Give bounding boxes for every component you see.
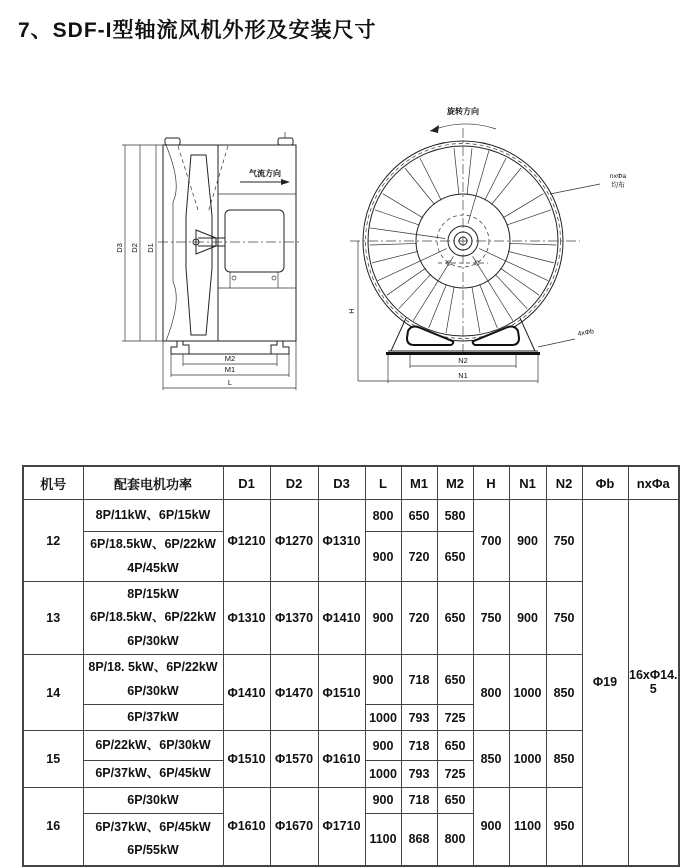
motor-power-cell — [83, 814, 223, 866]
col-header-n2: N2 — [546, 466, 582, 500]
d3-value: Φ1510 — [318, 655, 365, 731]
dim-label-d3: D3 — [115, 243, 124, 253]
machine-no: 13 — [23, 582, 83, 655]
dim-label-n2: N2 — [458, 356, 468, 365]
col-header-m2: M2 — [437, 466, 473, 500]
h-value: 700 — [473, 500, 509, 582]
lifting-lug-right — [278, 138, 293, 145]
d1-value: Φ1610 — [223, 787, 270, 865]
power-line: 6P/55kW — [127, 843, 179, 858]
d1-value: Φ1410 — [223, 655, 270, 731]
machine-no: 14 — [23, 655, 83, 731]
m2-value: 650 — [437, 582, 473, 655]
page-title: 7、SDF-I型轴流风机外形及安装尺寸 — [18, 19, 377, 42]
l-value: 1000 — [365, 761, 401, 787]
col-header-motor-power: 配套电机功率 — [83, 466, 223, 500]
d3-value: Φ1710 — [318, 787, 365, 865]
dim-label-l: L — [227, 378, 233, 387]
m2-value: 650 — [437, 655, 473, 705]
motor — [225, 210, 284, 272]
m1-value: 718 — [401, 731, 437, 761]
m1-value: 720 — [401, 582, 437, 655]
power-line: 6P/18.5kW、6P/22kW — [90, 537, 216, 552]
col-header-d3: D3 — [318, 466, 365, 500]
power-line: 6P/30kW — [127, 683, 179, 698]
d2-value: Φ1370 — [270, 582, 318, 655]
power-line: 6P/37kW、6P/45kW — [95, 766, 211, 781]
power-line: 8P/18. 5kW、6P/22kW — [88, 660, 218, 675]
n2-value: 950 — [546, 787, 582, 865]
inlet-collector — [166, 145, 176, 341]
dim-label-m2: M2 — [224, 354, 236, 363]
motor-power-cell — [83, 500, 223, 532]
col-header-n1: N1 — [509, 466, 546, 500]
dim-label-d2: D2 — [130, 243, 139, 253]
col-header-d2: D2 — [270, 466, 318, 500]
rotation-direction-label: 旋转方向 — [447, 107, 479, 116]
machine-no: 15 — [23, 731, 83, 787]
front-view-drawing — [347, 106, 626, 383]
d3-value: Φ1310 — [318, 500, 365, 582]
table-header-row — [23, 466, 679, 500]
d3-value: Φ1410 — [318, 582, 365, 655]
n1-value: 1000 — [509, 731, 546, 787]
m2-value: 725 — [437, 761, 473, 787]
h-value: 750 — [473, 582, 509, 655]
d3-value: Φ1610 — [318, 731, 365, 787]
base-holes-label: 4xΦb — [577, 328, 595, 338]
power-line: 8P/15kW — [127, 587, 179, 601]
power-line: 6P/22kW、6P/30kW — [95, 738, 211, 753]
n2-value: 850 — [546, 655, 582, 731]
motor-power-cell — [83, 655, 223, 705]
m1-value: 718 — [401, 787, 437, 813]
table-row — [23, 582, 679, 655]
rim-holes-label: nxΦa — [609, 173, 627, 180]
m2-value: 725 — [437, 704, 473, 730]
n2-value: 850 — [546, 731, 582, 787]
m1-value: 720 — [401, 532, 437, 582]
power-line: 6P/30kW — [127, 633, 179, 648]
h-value: 900 — [473, 787, 509, 865]
motor-power-cell — [83, 704, 223, 730]
d1-value: Φ1310 — [223, 582, 270, 655]
dim-label-d1: D1 — [146, 243, 155, 253]
motor-power-cell — [83, 582, 223, 655]
power-line: 6P/18.5kW、6P/22kW — [90, 610, 216, 625]
m2-value: 800 — [437, 814, 473, 866]
nx-phi-a-value: 16xΦ14. 5 — [628, 500, 679, 866]
power-line: 6P/37kW、6P/45kW — [95, 819, 211, 834]
l-value: 900 — [365, 787, 401, 813]
col-header-d1: D1 — [223, 466, 270, 500]
n2-value: 750 — [546, 582, 582, 655]
power-line: 4P/45kW — [127, 560, 179, 575]
col-header-m1: M1 — [401, 466, 437, 500]
dim-label-n1: N1 — [458, 371, 468, 380]
h-value: 850 — [473, 731, 509, 787]
l-value: 900 — [365, 731, 401, 761]
dim-label-m1: M1 — [224, 365, 236, 374]
col-header-h: H — [473, 466, 509, 500]
machine-no: 16 — [23, 787, 83, 865]
base-foot-left — [171, 341, 189, 354]
l-value: 1000 — [365, 704, 401, 730]
m2-value: 650 — [437, 787, 473, 813]
l-value: 1100 — [365, 814, 401, 866]
m1-value: 793 — [401, 761, 437, 787]
d1-value: Φ1510 — [223, 731, 270, 787]
power-line: 6P/37kW — [127, 709, 179, 724]
m1-value: 718 — [401, 655, 437, 705]
m2-value: 650 — [437, 731, 473, 761]
table-row — [23, 731, 679, 761]
m2-value: 580 — [437, 500, 473, 532]
fan-dimension-drawing — [78, 98, 668, 416]
m1-value: 793 — [401, 704, 437, 730]
n1-value: 900 — [509, 582, 546, 655]
motor-power-cell — [83, 731, 223, 761]
base-foot-right — [271, 341, 289, 354]
dim-label-h: H — [347, 308, 356, 314]
rim-holes-even-label: 均布 — [611, 182, 625, 189]
d2-value: Φ1470 — [270, 655, 318, 731]
motor-power-cell — [83, 787, 223, 813]
n1-value: 1100 — [509, 787, 546, 865]
d2-value: Φ1670 — [270, 787, 318, 865]
dimension-spec-table — [22, 465, 680, 867]
l-value: 900 — [365, 655, 401, 705]
h-value: 800 — [473, 655, 509, 731]
airflow-direction-label: 气流方向 — [249, 169, 281, 178]
power-line: 6P/30kW — [127, 792, 179, 807]
n2-value: 750 — [546, 500, 582, 582]
col-header-machine-no: 机号 — [23, 466, 83, 500]
lifting-lug-left — [165, 138, 180, 145]
l-value: 900 — [365, 532, 401, 582]
phi-b-value: Φ19 — [582, 500, 628, 866]
impeller-blade — [186, 155, 212, 335]
l-value: 800 — [365, 500, 401, 532]
n1-value: 900 — [509, 500, 546, 582]
m1-value: 868 — [401, 814, 437, 866]
table-row — [23, 500, 679, 532]
motor-power-cell — [83, 761, 223, 787]
d2-value: Φ1270 — [270, 500, 318, 582]
col-header-nx-phi-a: nxΦa — [628, 466, 679, 500]
table-row — [23, 655, 679, 705]
table-row — [23, 787, 679, 813]
col-header-phi-b: Φb — [582, 466, 628, 500]
l-value: 900 — [365, 582, 401, 655]
col-header-l: L — [365, 466, 401, 500]
power-line: 8P/11kW、6P/15kW — [95, 507, 211, 522]
m2-value: 650 — [437, 532, 473, 582]
motor-power-cell — [83, 532, 223, 582]
machine-no: 12 — [23, 500, 83, 582]
d1-value: Φ1210 — [223, 500, 270, 582]
d2-value: Φ1570 — [270, 731, 318, 787]
n1-value: 1000 — [509, 655, 546, 731]
m1-value: 650 — [401, 500, 437, 532]
side-view-drawing — [115, 132, 300, 390]
technical-drawings — [78, 98, 668, 416]
